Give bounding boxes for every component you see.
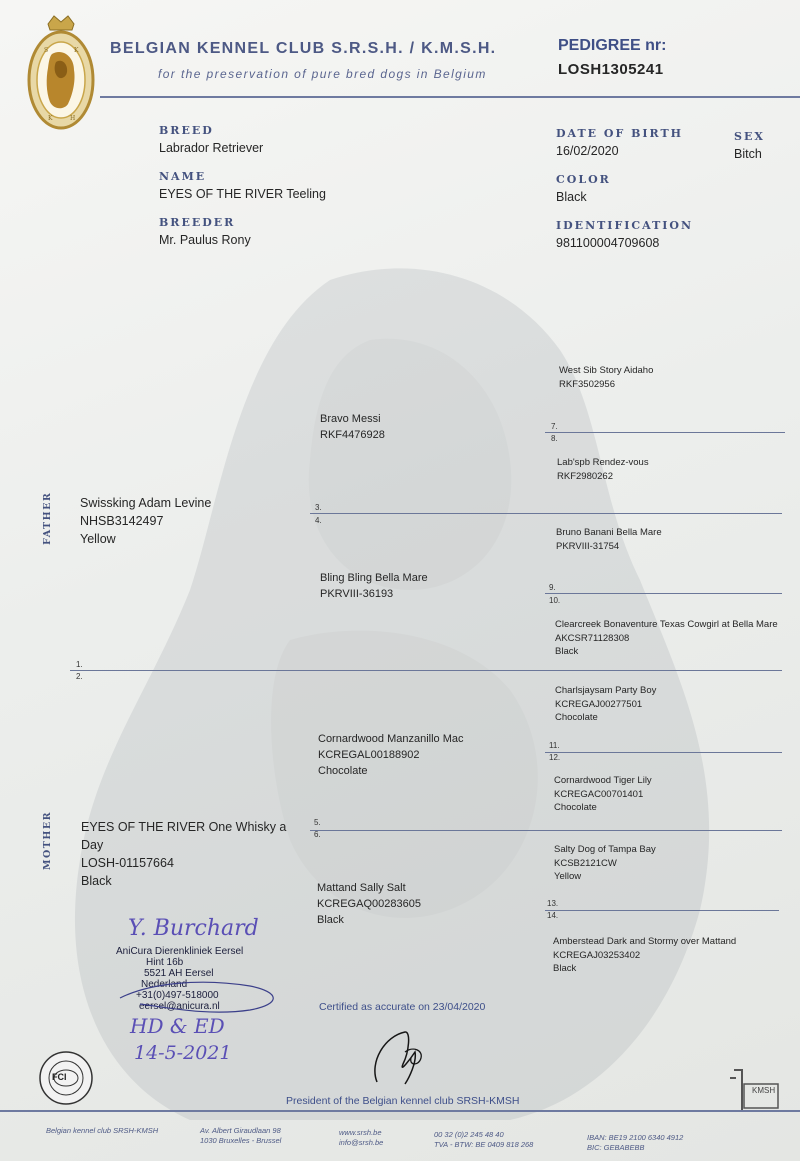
president-text: President of the Belgian kennel club SRSH-KMSH: [286, 1095, 520, 1107]
a7-reg: RKF3502956: [559, 378, 615, 390]
footer-phone: [434, 1130, 533, 1150]
mother-side-label: MOTHER: [42, 811, 53, 870]
a9-name: Bruno Banani Bella Mare: [556, 527, 662, 538]
num-12: 12.: [549, 753, 561, 762]
footer-email-link[interactable]: info@srsh.be: [339, 1138, 384, 1147]
kmsh-emblem-icon: [24, 12, 98, 134]
father-color: Yellow: [80, 532, 116, 546]
num-10: 10.: [549, 596, 561, 605]
svg-text:K: K: [48, 115, 53, 122]
num-7: 7.: [551, 422, 558, 431]
grandparent-6: [317, 880, 537, 928]
ancestor-10: [555, 618, 780, 666]
gp3-reg: RKF4476928: [320, 429, 385, 441]
gp3-name: Bravo Messi: [320, 413, 381, 425]
num-2: 2.: [76, 672, 83, 681]
svg-text:S: S: [44, 47, 49, 54]
breed-label: BREED: [159, 124, 214, 137]
a12-color: Chocolate: [554, 802, 597, 813]
sex-value: Bitch: [734, 147, 762, 161]
footer-address-line: 1030 Bruxelles - Brussel: [200, 1136, 282, 1145]
a10-name: Clearcreek Bonaventure Texas Cowgirl at Bella Mare: [555, 619, 778, 630]
vet-stamp-line: Nederland: [141, 979, 188, 990]
line-1-2: [70, 670, 782, 671]
name-value: EYES OF THE RIVER Teeling: [159, 187, 326, 201]
a14-name: Amberstead Dark and Stormy over Mattand: [553, 936, 737, 947]
ancestor-12: [554, 774, 779, 815]
a13-reg: KCSB2121CW: [554, 857, 617, 869]
header-divider: [100, 96, 800, 98]
a8-name: Lab'spb Rendez-vous: [557, 457, 649, 468]
footer-phone-line: 00 32 (0)2 245 48 40: [434, 1130, 504, 1139]
ancestor-9: [556, 526, 781, 553]
a11-name: Charlsjaysam Party Boy: [555, 685, 657, 696]
gp5-reg: KCREGAL00188902: [318, 749, 420, 761]
a13-name: Salty Dog of Tampa Bay: [554, 844, 656, 855]
footer-address: [200, 1126, 281, 1146]
pedigree-number: LOSH1305241: [558, 61, 664, 78]
gp6-color: Black: [317, 914, 344, 926]
ancestor-11: [555, 684, 780, 725]
footer-divider: [0, 1110, 800, 1112]
vet-handwritten-name: Y. Burchard: [128, 916, 259, 941]
handwritten-date: 14-5-2021: [134, 1042, 232, 1064]
grandparent-3: [320, 411, 540, 443]
handwritten-hd-ed: HD & ED: [130, 1014, 225, 1038]
vet-stamp-line: 5521 AH Eersel: [144, 968, 214, 979]
ancestor-13: [554, 843, 779, 884]
svg-text:H: H: [70, 115, 76, 122]
president-signature: [365, 1022, 455, 1092]
father: [80, 494, 300, 548]
breeder-value: Mr. Paulus Rony: [159, 233, 251, 247]
name-label: NAME: [159, 170, 207, 183]
num-14: 14.: [547, 911, 559, 920]
identification-value: 981100004709608: [556, 236, 660, 250]
a12-name: Cornardwood Tiger Lily: [554, 775, 652, 786]
breeder-label: BREEDER: [159, 216, 236, 229]
a8-reg: RKF2980262: [557, 470, 613, 482]
color-label: COLOR: [556, 173, 611, 186]
a14-color: Black: [553, 963, 577, 974]
a12-reg: KCREGAC00701401: [554, 788, 644, 800]
fci-logo-text: FCI: [52, 1072, 67, 1082]
grandparent-4: [320, 570, 540, 602]
footer-web-link[interactable]: www.srsh.be: [339, 1128, 382, 1137]
gp5-color: Chocolate: [318, 765, 368, 777]
ancestor-7: [559, 364, 784, 391]
a11-color: Chocolate: [555, 712, 598, 723]
mother-color: Black: [81, 874, 112, 888]
num-13: 13.: [547, 899, 559, 908]
num-11: 11.: [549, 741, 560, 750]
gp6-reg: KCREGAQ00283605: [317, 898, 421, 910]
vet-stamp-line: Hint 16b: [146, 957, 184, 968]
mother: [81, 818, 291, 890]
gp4-name: Bling Bling Bella Mare: [320, 572, 428, 584]
pedigree-label: PEDIGREE nr:: [558, 37, 667, 54]
line-7-8: [545, 432, 785, 433]
color-value: Black: [556, 190, 587, 204]
footer-web: [339, 1128, 383, 1148]
grandparent-5: [318, 731, 538, 779]
gp4-reg: PKRVIII-36193: [320, 588, 394, 600]
father-reg: NHSB3142497: [80, 514, 164, 528]
identification-label: IDENTIFICATION: [556, 219, 694, 232]
dob-label: DATE OF BIRTH: [556, 127, 684, 140]
num-4: 4.: [315, 516, 322, 525]
footer-bic: BIC: GEBABEBB: [587, 1143, 645, 1152]
footer-address-line: Av. Albert Giraudlaan 98: [200, 1126, 281, 1135]
num-5: 5.: [314, 818, 321, 827]
num-8: 8.: [551, 434, 558, 443]
a14-reg: KCREGAJ03253402: [553, 949, 641, 961]
footer-iban: IBAN: BE19 2100 6340 4912: [587, 1133, 684, 1142]
breed-value: Labrador Retriever: [159, 141, 264, 155]
gp6-name: Mattand Sally Salt: [317, 882, 406, 894]
num-1: 1.: [76, 660, 83, 669]
a11-reg: KCREGAJ00277501: [555, 698, 643, 710]
club-name: BELGIAN KENNEL CLUB S.R.S.H. / K.M.S.H.: [110, 40, 497, 57]
vet-stamp-line: eersel@anicura.nl: [139, 1001, 220, 1012]
father-side-label: FATHER: [42, 491, 53, 545]
father-name: Swissking Adam Levine: [80, 496, 212, 510]
a7-name: West Sib Story Aidaho: [559, 365, 654, 376]
a13-color: Yellow: [554, 871, 582, 882]
line-3-4: [310, 513, 782, 514]
footer-club: Belgian kennel club SRSH-KMSH: [46, 1126, 159, 1135]
num-9: 9.: [549, 583, 556, 592]
a10-reg: AKCSR71128308: [555, 632, 630, 644]
mother-name: EYES OF THE RIVER One Whisky a Day: [81, 820, 287, 852]
a9-reg: PKRVIII-31754: [556, 540, 620, 552]
line-9-10: [545, 593, 782, 594]
gp5-name: Cornardwood Manzanillo Mac: [318, 733, 464, 745]
sex-label: SEX: [734, 130, 765, 143]
ancestor-14: [553, 935, 783, 976]
certified-text: Certified as accurate on 23/04/2020: [319, 1001, 486, 1013]
a10-color: Black: [555, 646, 579, 657]
line-5-6: [310, 830, 782, 831]
svg-text:K: K: [74, 47, 79, 54]
club-tagline: for the preservation of pure bred dogs in Belgium: [158, 67, 487, 81]
ancestor-8: [557, 456, 782, 483]
kmsh-mark-text: KMSH: [752, 1086, 776, 1095]
num-3: 3.: [315, 503, 322, 512]
vet-stamp-line: +31(0)497-518000: [136, 990, 219, 1001]
mother-reg: LOSH-01157664: [81, 856, 174, 870]
num-6: 6.: [314, 830, 321, 839]
footer-vat-line: TVA - BTW: BE 0409 818 268: [434, 1140, 534, 1149]
line-13-14: [545, 910, 779, 911]
line-11-12: [545, 752, 782, 753]
dob-value: 16/02/2020: [556, 144, 619, 158]
vet-signature-scribble: [110, 968, 290, 1018]
vet-stamp-line: AniCura Dierenkliniek Eersel: [116, 946, 244, 957]
footer-bank: [587, 1133, 683, 1153]
